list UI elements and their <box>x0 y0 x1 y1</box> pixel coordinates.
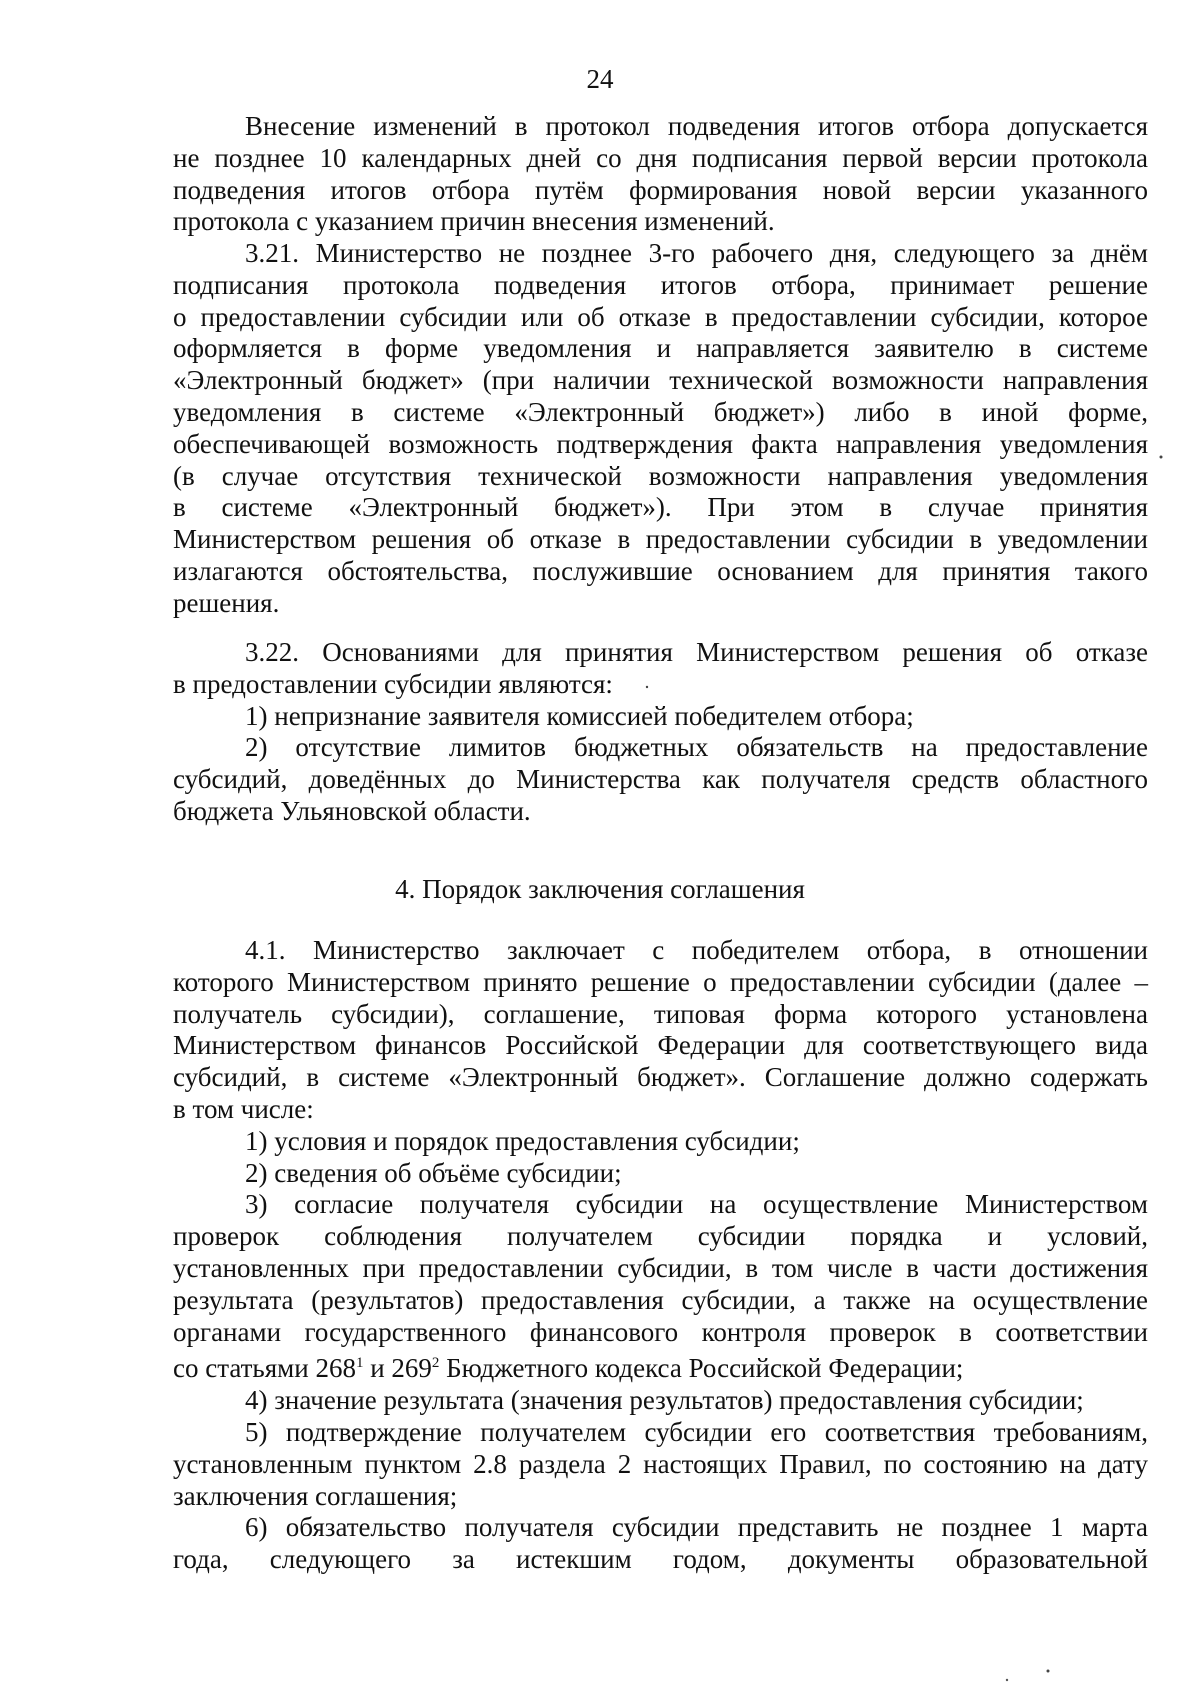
text-line: результата (результатов) предоставления субсидии, а также на осуществление <box>173 1284 1148 1315</box>
text-line: установленных при предоставлении субсидии, в том числе в части достижения <box>173 1252 1148 1283</box>
text-line: получатель субсидии), соглашение, типовая форма которого установлена <box>173 998 1148 1029</box>
text-line: 3.21. Министерство не позднее 3-го рабочего дня, следующего за днём <box>245 238 1148 268</box>
text-line: решения. <box>173 587 280 618</box>
list-item: 2) отсутствие лимитов бюджетных обязательств на предоставление <box>245 732 1148 763</box>
text-line: которого Министерством принято решение о предоставлении субсидии (далее – <box>173 966 1148 997</box>
text-line: субсидий, доведённых до Министерства как получателя средств областного <box>173 764 1148 795</box>
text-line: органами государственного финансового контроля проверок в соответствии <box>173 1316 1148 1347</box>
scan-speck <box>1006 1679 1008 1681</box>
text-line: субсидий, в системе «Электронный бюджет». Соглашение должно содержать <box>173 1062 1148 1093</box>
text-fragment: Бюджетного кодекса Российской Федерации; <box>439 1353 964 1384</box>
text-fragment: со статьями 268 <box>173 1353 356 1384</box>
text-line: в предоставлении субсидии являются: <box>173 668 613 699</box>
list-item: 1) непризнание заявителя комиссией победителем отбора; <box>245 700 914 731</box>
scan-speck <box>1160 456 1163 459</box>
scan-speck <box>1047 1670 1050 1673</box>
page-number: 24 <box>586 64 614 94</box>
section-heading: 4. Порядок заключения соглашения <box>395 874 805 904</box>
text-line: проверок соблюдения получателем субсидии порядка и условий, <box>173 1221 1148 1252</box>
superscript: 1 <box>355 1355 364 1372</box>
text-line: Министерством решения об отказе в предоставлении субсидии в уведомлении <box>173 524 1148 555</box>
superscript: 2 <box>431 1355 440 1372</box>
list-item: 3) согласие получателя субсидии на осуществление Министерством <box>245 1189 1148 1220</box>
list-item: 1) условия и порядок предоставления субсидии; <box>245 1125 800 1156</box>
text-line: оформляется в форме уведомления и направляется заявителю в системе <box>173 333 1148 364</box>
text-line: «Электронный бюджет» (при наличии технической возможности направления <box>173 365 1148 396</box>
text-line: 4.1. Министерство заключает с победителем отбора, в отношении <box>245 935 1148 965</box>
text-line: обеспечивающей возможность подтверждения факта направления уведомления <box>173 428 1148 459</box>
text-line: подведения итогов отбора путём формирования новой версии указанного <box>173 174 1148 205</box>
text-line: Внесение изменений в протокол подведения итогов отбора допускается <box>245 111 1148 141</box>
text-line: установленным пунктом 2.8 раздела 2 настоящих Правил, по состоянию на дату <box>173 1448 1148 1479</box>
list-item: 4) значение результата (значения результатов) предоставления субсидии; <box>245 1385 1084 1416</box>
list-item: 5) подтверждение получателем субсидии его соответствия требованиям, <box>245 1416 1148 1447</box>
text-line: протокола с указанием причин внесения изменений. <box>173 206 775 237</box>
text-line: излагаются обстоятельства, послужившие основанием для принятия такого <box>173 555 1148 586</box>
text-line: не позднее 10 календарных дней со дня подписания первой версии протокола <box>173 142 1148 173</box>
list-item: 2) сведения об объёме субсидии; <box>245 1157 622 1188</box>
text-line: Министерством финансов Российской Федерации для соответствующего вида <box>173 1030 1148 1061</box>
list-item: 6) обязательство получателя субсидии представить не позднее 1 марта <box>245 1512 1148 1543</box>
text-fragment: и 269 <box>363 1353 432 1384</box>
text-line: бюджета Ульяновской области. <box>173 795 531 826</box>
text-line: (в случае отсутствия технической возможности направления уведомления <box>173 460 1148 491</box>
text-line: о предоставлении субсидии или об отказе в предоставлении субсидии, которое <box>173 301 1148 332</box>
text-line: года, следующего за истекшим годом, документы образовательной <box>173 1544 1148 1575</box>
text-line: уведомления в системе «Электронный бюджет») либо в иной форме, <box>173 396 1148 427</box>
text-line: в том числе: <box>173 1093 314 1124</box>
text-line: 3.22. Основаниями для принятия Министерством решения об отказе <box>245 637 1148 667</box>
scan-speck <box>646 686 648 688</box>
text-line: в системе «Электронный бюджет»). При этом в случае принятия <box>173 492 1148 523</box>
text-line: заключения соглашения; <box>173 1480 458 1511</box>
text-line: подписания протокола подведения итогов отбора, принимает решение <box>173 269 1148 300</box>
